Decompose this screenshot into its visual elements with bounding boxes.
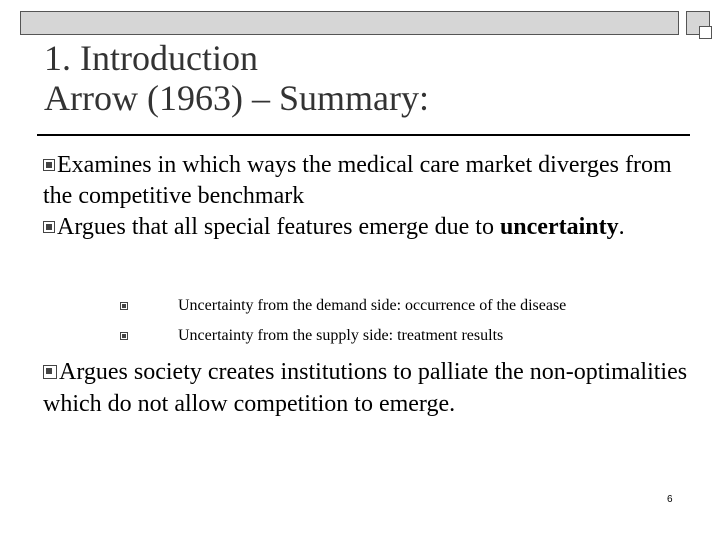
bullet-item-2: [43, 212, 703, 243]
bullet-item-3: [43, 356, 703, 420]
square-bullet-icon: [43, 221, 55, 233]
square-bullet-icon: [43, 159, 55, 171]
slide-body: [43, 150, 703, 243]
sub-bullet-text-1: Uncertainty from the demand side: occurrence of the disease: [178, 297, 567, 314]
slide-title: [44, 38, 429, 118]
bullet-text-2-suffix: .: [618, 214, 625, 240]
title-divider: [37, 134, 690, 136]
title-line-2: Arrow (1963) – Summary:: [44, 78, 429, 118]
bullet-text-1: Examines in which ways the medical care market diverges from the competitive benchmark: [43, 152, 672, 209]
bullet-text-3: Argues society creates institutions to palliate the non-optimalities which do not allow competition to emerge.: [43, 359, 688, 417]
sub-bullet-text-2: Uncertainty from the supply side: treatment results: [178, 327, 504, 344]
page-number: 6: [667, 494, 673, 505]
square-bullet-icon: [43, 365, 57, 379]
bullet-text-2-emphasis: uncertainty: [499, 214, 619, 240]
title-line-1: 1. Introduction: [44, 38, 258, 78]
square-bullet-icon: [120, 332, 128, 340]
bullet-text-2-prefix: Argues that all special features emerge due to: [57, 214, 500, 240]
square-bullet-icon: [120, 302, 128, 310]
header-decoration-small-square: [699, 26, 712, 39]
header-decoration-bar: [20, 11, 679, 35]
bullet-item-1: [43, 150, 703, 212]
